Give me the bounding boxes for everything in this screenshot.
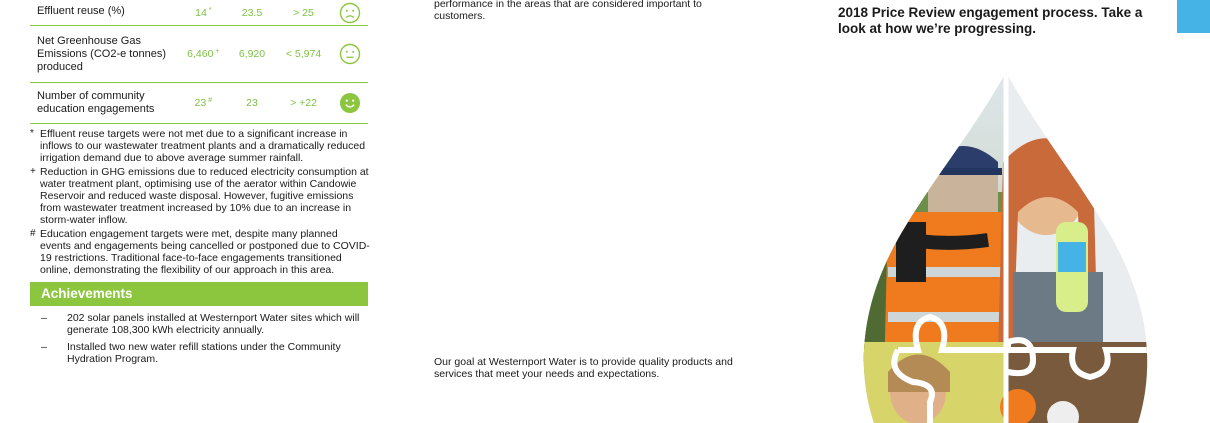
kpi-table — [30, 0, 368, 124]
right-heading — [838, 0, 1168, 37]
kpi-footnote-mark: # — [208, 97, 213, 104]
footnote-mark: * — [30, 128, 34, 139]
kpi-benchmark: > 25 — [275, 0, 332, 26]
footnotes — [30, 128, 370, 276]
kpi-row-emissions — [30, 26, 368, 83]
kpi-actual — [178, 26, 230, 83]
footnote — [30, 166, 370, 226]
kpi-status — [332, 83, 368, 124]
kpi-actual — [178, 83, 230, 124]
neutral-face-icon — [339, 43, 361, 65]
kpi-row-education — [30, 83, 368, 124]
kpi-footnote-mark: * — [208, 6, 212, 14]
footnote — [30, 128, 370, 164]
kpi-actual-value: 6,460 — [187, 48, 214, 60]
achievement-text: Installed two new water refill stations under the Community Hydration Program. — [67, 341, 341, 365]
kpi-target: 6,920 — [229, 26, 275, 83]
right-heading-text: 2018 Price Review engagement process. Take a look at how we’re progressing. — [838, 5, 1143, 36]
kpi-actual — [178, 0, 230, 26]
kpi-status — [332, 0, 368, 26]
footnote-text: Education engagement targets were met, despite many planned events and engagements being cancelled or postponed due to COVID-19 restrictions. Traditional face-to-face engagements transitioned online, demonstrating the flexibility of our approach in this area. — [40, 228, 370, 276]
water-drop-photo-collage — [858, 72, 1153, 423]
achievements-heading: Achievements — [30, 282, 368, 306]
footnote — [30, 228, 370, 276]
footnote-mark: # — [30, 228, 36, 239]
left-column — [30, 0, 370, 370]
kpi-target: 23 — [229, 83, 275, 124]
kpi-row-effluent — [30, 0, 368, 26]
kpi-label: Net Greenhouse Gas Emissions (CO2-e tonnes) produced — [30, 26, 178, 83]
achievements-list — [30, 312, 370, 365]
middle-top-paragraph: performance in the areas that are considered important to customers. — [434, 0, 702, 22]
list-item: – 202 solar panels installed at Westernport Water sites which will generate 108,300 kWh electricity annually. — [41, 312, 360, 336]
list-item: – Installed two new water refill stations under the Community Hydration Program. — [41, 341, 341, 365]
kpi-benchmark: > +22 — [275, 83, 332, 124]
footnote-text: Reduction in GHG emissions due to reduced electricity consumption at water treatment plant, optimising use of the aerator within Candowie Reservoir and reduced waste disposal. However, fugitive emissions from wastewater treatment increased by 10% due to an increase in storm-water inflow. — [40, 166, 369, 226]
kpi-actual-value: 14 — [195, 6, 207, 19]
kpi-footnote-mark: + — [215, 48, 220, 55]
middle-bottom-paragraph: Our goal at Westernport Water is to provide quality products and services that meet your needs and expectations. — [434, 356, 733, 380]
kpi-status — [332, 26, 368, 83]
happy-face-icon — [339, 92, 361, 114]
kpi-benchmark: < 5,974 — [275, 26, 332, 83]
kpi-label: Number of community education engagements — [30, 83, 178, 124]
page-tab — [1177, 0, 1210, 33]
kpi-target: 23.5 — [229, 0, 275, 26]
clipped-heading-line — [838, 0, 1168, 4]
kpi-label: Effluent reuse (%) — [30, 0, 178, 26]
footnote-mark: + — [30, 166, 36, 177]
footnote-text: Effluent reuse targets were not met due to a significant increase in inflows to our wastewater treatment plants and a dramatically reduced irrigation demand due to above average summer rainfall. — [40, 128, 366, 164]
achievement-text: 202 solar panels installed at Westernport Water sites which will generate 108,300 kWh electricity annually. — [67, 312, 360, 336]
sad-face-icon — [339, 2, 361, 24]
kpi-actual-value: 23 — [194, 97, 207, 109]
